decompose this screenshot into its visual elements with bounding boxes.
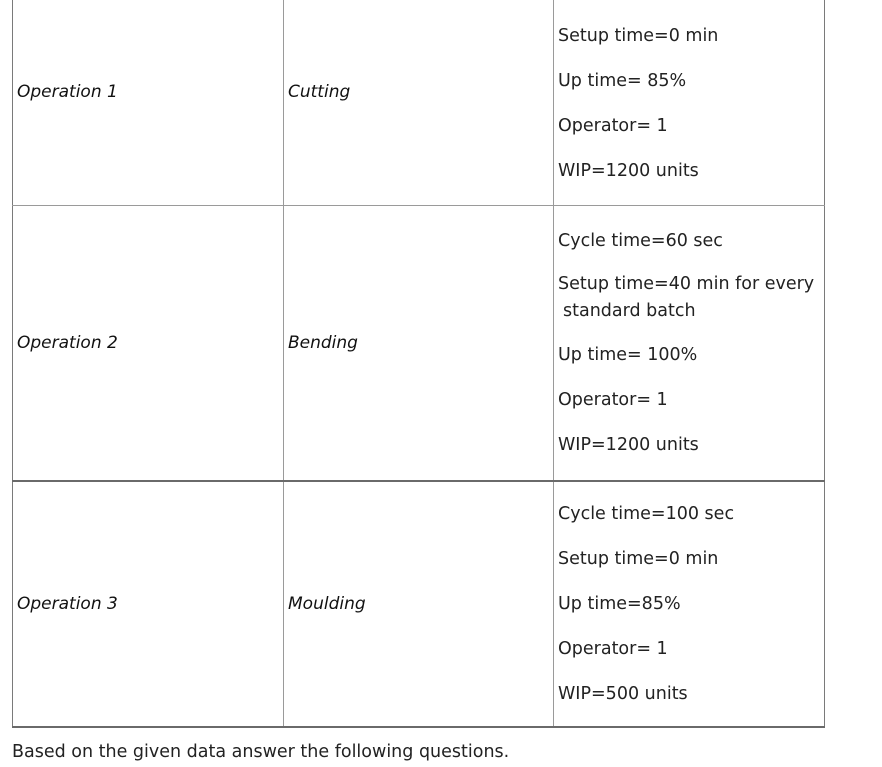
setup-time-text: Setup time=0 min [558,549,719,569]
operation-label: Operation 2 [17,332,118,353]
setup-time-text: Setup time=40 min for every [558,274,815,295]
operations-table [12,0,825,728]
process-cell [284,205,554,481]
wip-text: WIP=1200 units [558,160,699,181]
operator-text: Operator= 1 [558,639,668,659]
cycle-time-text: Cycle time=60 sec [558,230,723,251]
process-label: Moulding [288,594,366,614]
table-row [13,481,825,727]
cycle-time-text: Cycle time=100 sec [558,504,735,524]
up-time-text: Up time=85% [558,594,681,614]
operation-label: Operation 1 [17,82,118,103]
details-cell [554,481,825,727]
operation-label: Operation 3 [17,594,118,614]
up-time-text: Up time= 85% [558,70,687,91]
instruction-text: Based on the given data answer the following questions. [12,742,510,762]
wip-text: WIP=1200 units [558,434,699,455]
process-label: Cutting [288,82,351,103]
operation-cell [13,205,284,481]
details-cell [554,205,825,481]
operation-cell [13,481,284,727]
setup-time-continuation-text: standard batch [563,301,696,322]
setup-time-text: Setup time=0 min [558,25,719,46]
operation-cell [13,0,284,205]
operator-text: Operator= 1 [558,115,668,136]
up-time-text: Up time= 100% [558,344,698,365]
table-row [13,0,825,205]
process-cell [284,0,554,205]
process-label: Bending [288,332,358,353]
wip-text: WIP=500 units [558,684,688,704]
table-row [13,205,825,481]
operator-text: Operator= 1 [558,389,668,410]
process-cell [284,481,554,727]
details-cell [554,0,825,205]
